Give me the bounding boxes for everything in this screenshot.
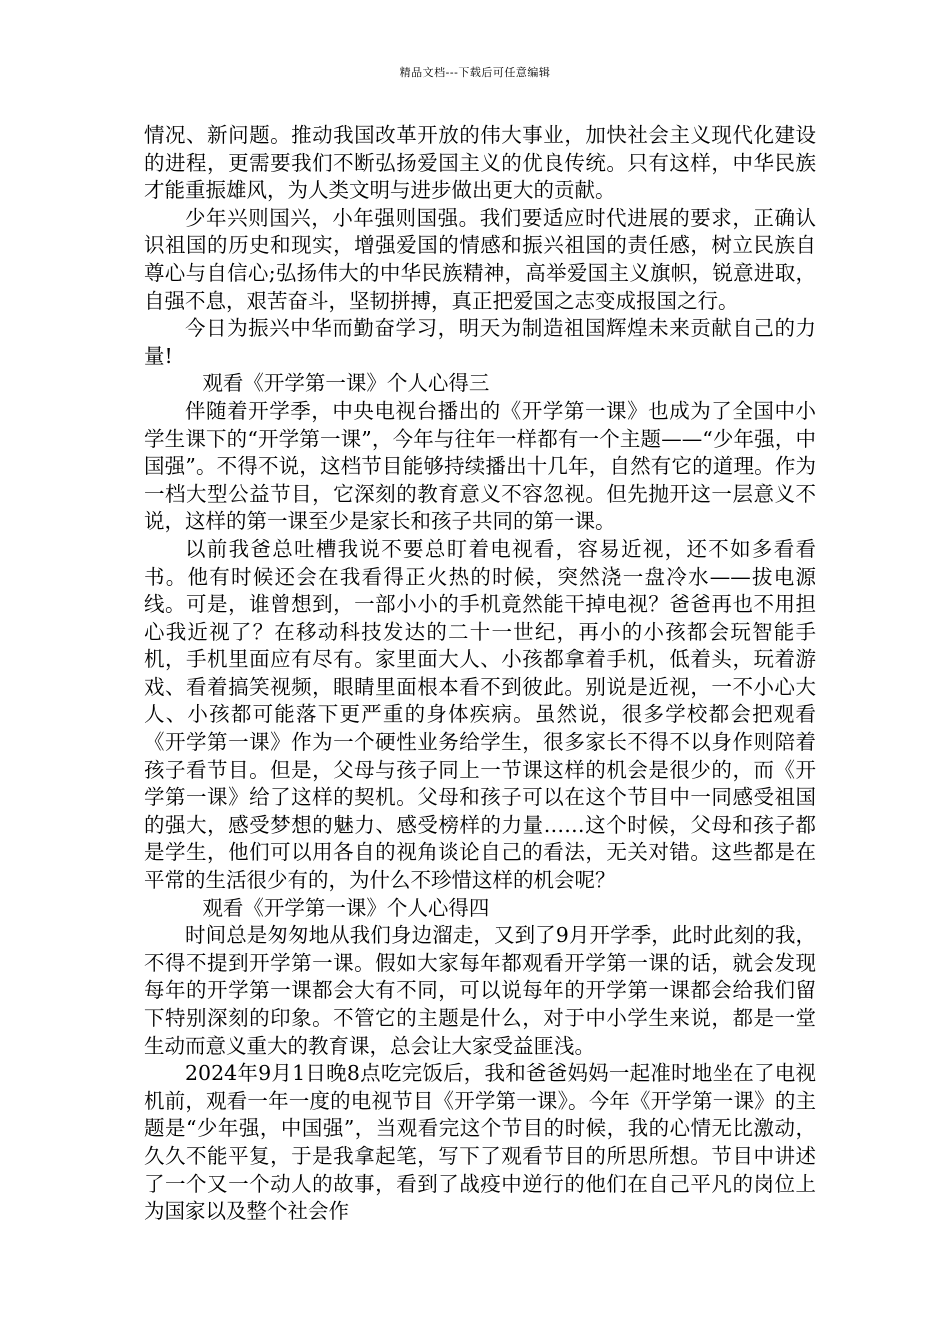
section-heading: 观看《开学第一课》个人心得三	[202, 371, 490, 396]
document-body	[144, 122, 816, 1226]
page-header: 精品文档---下载后可任意编辑	[399, 66, 551, 79]
paragraph: 伴随着开学季，中央电视台播出的《开学第一课》也成为了全国中小学生课下的“开学第一课”，今年与往年一样都有一个主题——“少年强，中国强”。不得不说，这档节目能够持续播出十几年，自然有它的道理。作为一档大型公益节目，它深刻的教育意义不容忽视。但先抛开这一层意义不说，这样的第一课至少是家长和孩子共同的第一课。	[144, 398, 816, 534]
paragraph: 今日为振兴中华而勤奋学习，明天为制造祖国辉煌未来贡献自己的力量!	[144, 316, 816, 368]
paragraph: 少年兴则国兴，小年强则国强。我们要适应时代进展的要求，正确认识祖国的历史和现实，增强爱国的情感和振兴祖国的责任感，树立民族自尊心与自信心;弘扬伟大的中华民族精神，高举爱国主义旗帜，锐意进取，自强不息，艰苦奋斗，坚韧拼搏，真正把爱国之志变成报国之行。	[144, 205, 816, 313]
section-heading: 观看《开学第一课》个人心得四	[202, 895, 490, 920]
paragraph: 2024年9月1日晚8点吃完饭后，我和爸爸妈妈一起准时地坐在了电视机前，观看一年一度的电视节目《开学第一课》。今年《开学第一课》的主题是“少年强，中国强”，当观看完这个节目的时候，我的心情无比激动，久久不能平复，于是我拿起笔，写下了观看节目的所思所想。节目中讲述了一个又一个动人的故事，看到了战疫中逆行的他们在自己平凡的岗位上为国家以及整个社会作	[144, 1061, 816, 1224]
paragraph: 以前我爸总吐槽我说不要总盯着电视看，容易近视，还不如多看看书。他有时候还会在我看得正火热的时候，突然浇一盘冷水——拔电源线。可是，谁曾想到，一部小小的手机竟然能干掉电视？爸爸再也不用担心我近视了？在移动科技发达的二十一世纪，再小的小孩都会玩智能手机，手机里面应有尽有。家里面大人、小孩都拿着手机，低着头，玩着游戏、看着搞笑视频，眼睛里面根本看不到彼此。别说是近视，一不小心大人、小孩都可能落下更严重的身体疾病。虽然说，很多学校都会把观看《开学第一课》作为一个硬性业务给学生，很多家长不得不以身作则陪着孩子看节目。但是，父母与孩子同上一节课这样的机会是很少的，而《开学第一课》给了这样的契机。父母和孩子可以在这个节目中一同感受祖国的强大，感受梦想的魅力、感受榜样的力量……这个时候，父母和孩子都是学生，他们可以用各自的视角谈论自己的看法，无关对错。这些都是在平常的生活很少有的，为什么不珍惜这样的机会呢？	[144, 536, 816, 893]
paragraph: 情况、新问题。推动我国改革开放的伟大事业，加快社会主义现代化建设的进程，更需要我们不断弘扬爱国主义的优良传统。只有这样，中华民族才能重振雄风，为人类文明与进步做出更大的贡献。	[144, 123, 816, 203]
paragraph: 时间总是匆匆地从我们身边溜走，又到了9月开学季，此时此刻的我，不得不提到开学第一课。假如大家每年都观看开学第一课的话，就会发现每年的开学第一课都会大有不同，可以说每年的开学第一课都会给我们留下特别深刻的印象。不管它的主题是什么，对于中小学生来说，都是一堂生动而意义重大的教育课，总会让大家受益匪浅。	[144, 923, 816, 1058]
